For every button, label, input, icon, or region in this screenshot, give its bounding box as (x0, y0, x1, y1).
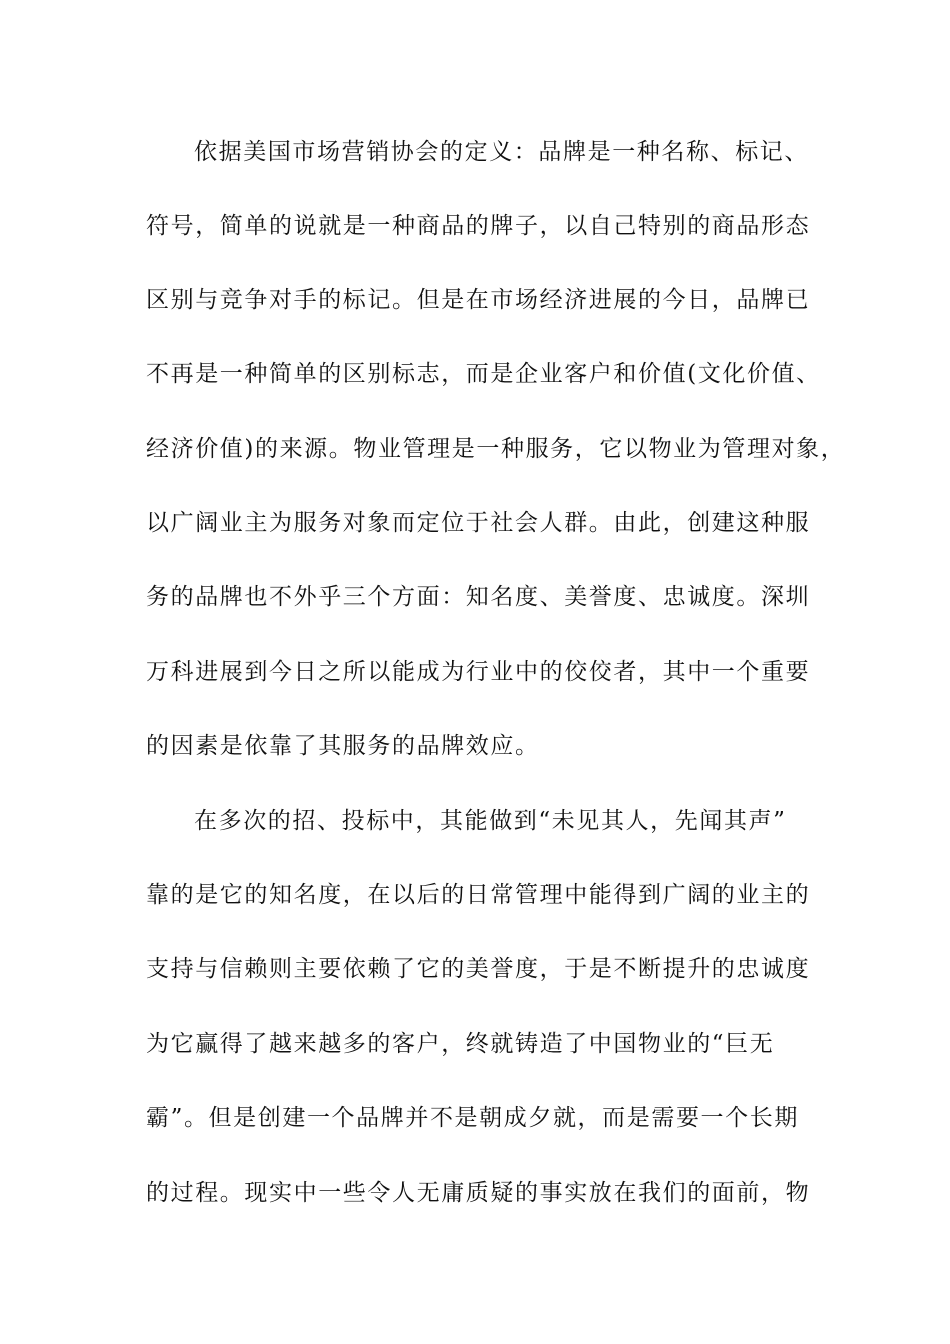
text-line: 以广阔业主为服务对象而定位于社会人群。由此，创建这种服 (146, 510, 811, 536)
text-line: 经济价值)的来源。物业管理是一种服务，它以物业为管理对象， (146, 436, 846, 462)
text-line: 的因素是依靠了其服务的品牌效应。 (146, 733, 540, 759)
text-line: 霸”。但是创建一个品牌并不是朝成夕就，而是需要一个长期 (146, 1105, 799, 1131)
text-line: 靠的是它的知名度，在以后的日常管理中能得到广阔的业主的 (146, 882, 811, 908)
text-line: 依据美国市场营销协会的定义：品牌是一种名称、标记、 (194, 139, 809, 165)
text-line: 在多次的招、投标中，其能做到“未见其人，先闻其声” (194, 808, 787, 834)
text-line: 的过程。现实中一些令人无庸质疑的事实放在我们的面前，物 (146, 1180, 811, 1206)
text-line: 符号，简单的说就是一种商品的牌子，以自己特别的商品形态 (146, 213, 811, 239)
text-line: 不再是一种简单的区别标志，而是企业客户和价值(文化价值、 (146, 361, 821, 387)
text-line: 区别与竞争对手的标记。但是在市场经济进展的今日，品牌已 (146, 287, 811, 313)
text-line: 万科进展到今日之所以能成为行业中的佼佼者，其中一个重要 (146, 659, 811, 685)
text-line: 务的品牌也不外乎三个方面：知名度、美誉度、忠诚度。深圳 (146, 584, 811, 610)
text-line: 为它赢得了越来越多的客户，终就铸造了中国物业的“巨无 (146, 1031, 775, 1057)
text-line: 支持与信赖则主要依赖了它的美誉度，于是不断提升的忠诚度 (146, 956, 811, 982)
